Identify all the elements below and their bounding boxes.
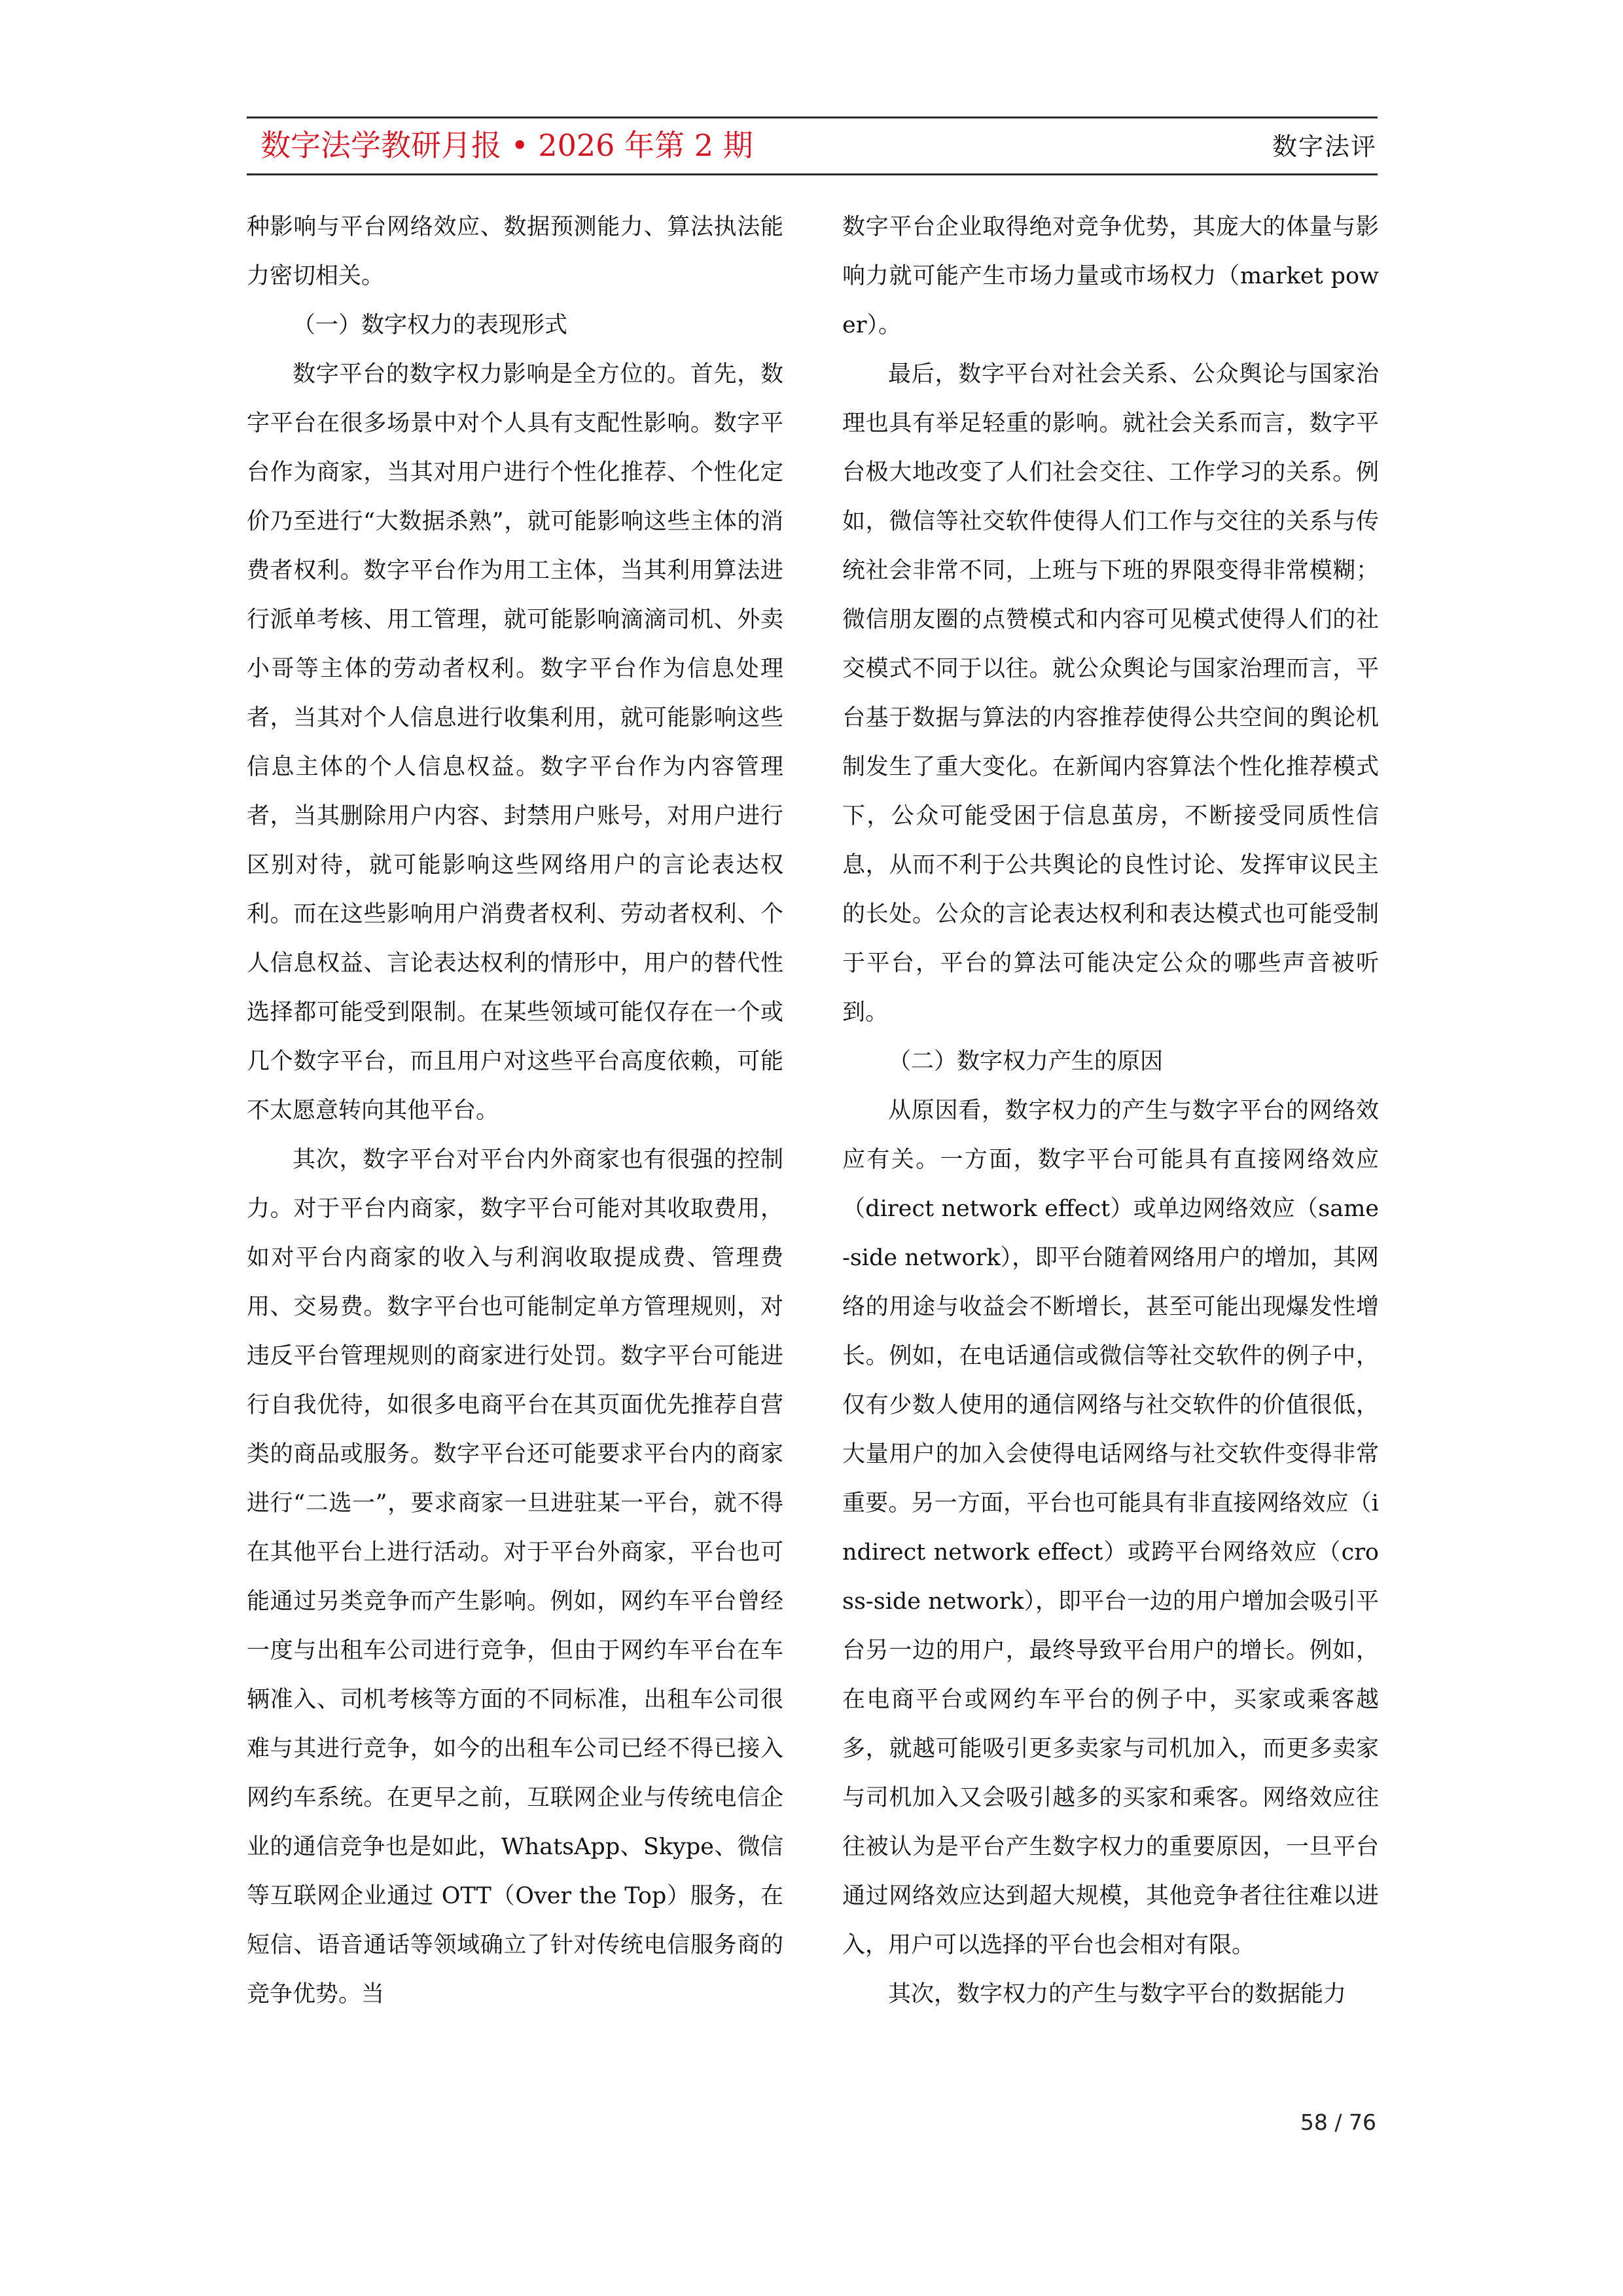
section-heading: （一）数字权力的表现形式 bbox=[293, 312, 568, 338]
paragraph: 数字平台企业取得绝对竞争优势，其庞大的体量与影响力就可能产生市场力量或市场权力（market power）。 bbox=[842, 214, 1379, 338]
journal-title: 数字法学教研月报 • 2026 年第 2 期 bbox=[260, 128, 753, 163]
paragraph: 从原因看，数字权力的产生与数字平台的网络效应有关。一方面，数字平台可能具有直接网络效应（direct network effect）或单边网络效应（same-side network），即平台随着网络用户的增加，其网络的用途与收益会不断增长，甚至可能出现爆发性增长。例如，在电话通信或微信等社交软件的例子中，仅有少数人使用的通信网络与社交软件的价值很低，大量用户的加入会使得电话网络与社交软件变得非常重要。另一方面，平台也可能具有非直接网络效应（indirect network effect）或跨平台网络效应（cross-side network），即平台一边的用户增加会吸引平台另一边的用户，最终导致平台用户的增长。例如，在电商平台或网约车平台的例子中，买家或乘客越多，就越可能吸引更多卖家与司机加入，而更多卖家与司机加入又会吸引越多的买家和乘客。网络效应往往被认为是平台产生数字权力的重要原因，一旦平台通过网络效应达到超大规模，其他竞争者往往难以进入，用户可以选择的平台也会相对有限。 bbox=[842, 1098, 1379, 1958]
paragraph: 种影响与平台网络效应、数据预测能力、算法执法能力密切相关。 bbox=[247, 214, 783, 289]
right-column bbox=[842, 203, 1379, 2019]
paragraph: 最后，数字平台对社会关系、公众舆论与国家治理也具有举足轻重的影响。就社会关系而言，数字平台极大地改变了人们社会交往、工作学习的关系。例如，微信等社交软件使得人们工作与交往的关系与传统社会非常不同，上班与下班的界限变得非常模糊；微信朋友圈的点赞模式和内容可见模式使得人们的社交模式不同于以往。就公众舆论与国家治理而言，平台基于数据与算法的内容推荐使得公共空间的舆论机制发生了重大变化。在新闻内容算法个性化推荐模式下，公众可能受困于信息茧房，不断接受同质性信息，从而不利于公共舆论的良性讨论、发挥审议民主的长处。公众的言论表达权利和表达模式也可能受制于平台，平台的算法可能决定公众的哪些声音被听到。 bbox=[842, 361, 1379, 1026]
header-bottom-rule bbox=[247, 173, 1378, 175]
page-number: 58 / 76 bbox=[1300, 2109, 1376, 2135]
paragraph: 其次，数字平台对平台内外商家也有很强的控制力。对于平台内商家，数字平台可能对其收取费用，如对平台内商家的收入与利润收取提成费、管理费用、交易费。数字平台也可能制定单方管理规则，对违反平台管理规则的商家进行处罚。数字平台可能进行自我优待，如很多电商平台在其页面优先推荐自营类的商品或服务。数字平台还可能要求平台内的商家进行“二选一”，要求商家一旦进驻某一平台，就不得在其他平台上进行活动。对于平台外商家，平台也可能通过另类竞争而产生影响。例如，网约车平台曾经一度与出租车公司进行竞争，但由于网约车平台在车辆准入、司机考核等方面的不同标准，出租车公司很难与其进行竞争，如今的出租车公司已经不得已接入网约车系统。在更早之前，互联网企业与传统电信企业的通信竞争也是如此，WhatsApp、Skype、微信等互联网企业通过 OTT（Over the Top）服务，在短信、语音通话等领域确立了针对传统电信服务商的竞争优势。当 bbox=[247, 1147, 783, 2007]
section-heading: （二）数字权力产生的原因 bbox=[888, 1049, 1164, 1075]
paragraph: 数字平台的数字权力影响是全方位的。首先，数字平台在很多场景中对个人具有支配性影响。数字平台作为商家，当其对用户进行个性化推荐、个性化定价乃至进行“大数据杀熟”，就可能影响这些主体的消费者权利。数字平台作为用工主体，当其利用算法进行派单考核、用工管理，就可能影响滴滴司机、外卖小哥等主体的劳动者权利。数字平台作为信息处理者，当其对个人信息进行收集利用，就可能影响这些信息主体的个人信息权益。数字平台作为内容管理者，当其删除用户内容、封禁用户账号，对用户进行区别对待，就可能影响这些网络用户的言论表达权利。而在这些影响用户消费者权利、劳动者权利、个人信息权益、言论表达权利的情形中，用户的替代性选择都可能受到限制。在某些领域可能仅存在一个或几个数字平台，而且用户对这些平台高度依赖，可能不太愿意转向其他平台。 bbox=[247, 361, 783, 1124]
left-column bbox=[247, 203, 783, 2019]
paragraph: 其次，数字权力的产生与数字平台的数据能力 bbox=[888, 1981, 1347, 2007]
header-top-rule bbox=[247, 117, 1378, 118]
section-label: 数字法评 bbox=[1272, 132, 1377, 161]
